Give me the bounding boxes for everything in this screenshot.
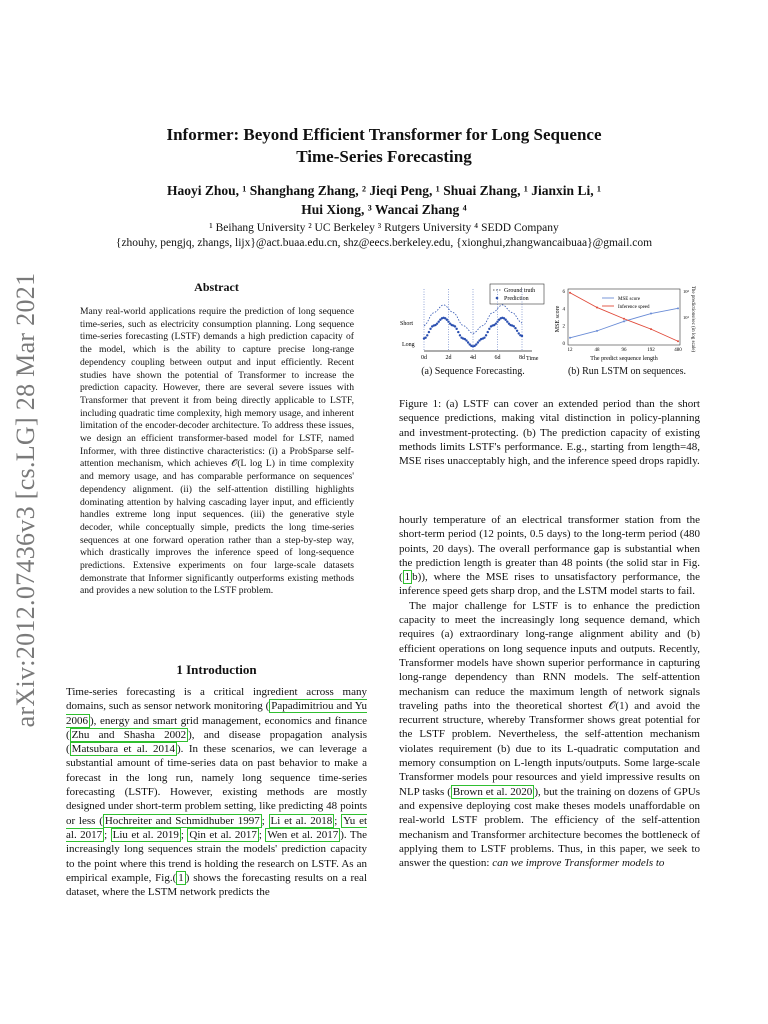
prediction-point — [447, 321, 449, 323]
x-tick-label: 0d — [421, 355, 427, 361]
y-right-tick: 10² — [683, 289, 689, 294]
prediction-point — [514, 327, 516, 329]
prediction-point — [475, 343, 477, 345]
mse-line — [570, 308, 678, 337]
abstract-text: Many real-world applications require the prediction of long sequence time-series, such as electricity consumption planning. Long sequence time-series forecasting (LSTF) demands a high prediction capacity of the model, which is the ability to capture precise long-range dependency coupling between output and input efficiently. Recent studies have shown the potential of Transformer to increase the prediction capacity. However, there are several severe issues with Transformer that prevent it from being directly applicable to LSTF, including quadratic time complexity, high memory usage, and inherent limitation of the encoder-decoder architecture. To address these issues, we design an efficient transformer-based model for LSTF, named Informer, with three distinctive characteristics: (i) a ProbSparse self-attention mechanism, which achieves 𝒪(L log L) in time complexity and memory usage, and has comparable performance on sequences' dependency alignment. (ii) the self-attention distilling highlights dominating attention by halving cascading layer input, and efficiently handles extreme long input sequences. (iii) the generative style decoder, while conceptually simple, predicts the long time-series sequences at one forward operation rather than a step-by-step way, which drastically improves the inference speed of long-sequence predictions. Extensive experiments on four large-scale datasets demonstrate that Informer significantly outperforms existing methods and provides a new solution to the LSTF problem. — [80, 306, 354, 597]
speed-point — [677, 340, 679, 342]
y-tick-label: 4 — [562, 307, 565, 313]
y-axis-label: MSE score — [555, 305, 561, 333]
legend-mse: MSE score — [618, 297, 641, 302]
prediction-point — [518, 332, 520, 334]
legend-speed: Inference speed — [618, 305, 650, 310]
prediction-point — [438, 321, 440, 323]
introduction-heading: 1 Introduction — [176, 662, 257, 677]
citation-link[interactable]: Hochreiter and Schmidhuber 1997 — [104, 814, 260, 827]
figure-1b-lstm-chart — [552, 283, 702, 365]
mse-point — [677, 307, 679, 309]
x-tick-label: 2d — [445, 355, 452, 361]
y-label-short: Short — [400, 321, 414, 327]
citation-link[interactable]: Matsubara et al. 2014 — [71, 743, 175, 756]
prediction-point — [436, 322, 438, 324]
mse-point — [569, 337, 571, 339]
prediction-point — [488, 328, 490, 330]
prediction-point — [487, 331, 489, 333]
x-tick-label: 192 — [647, 348, 655, 353]
legend-prediction-swatch — [496, 297, 499, 300]
citation-link[interactable]: Brown et al. 2020 — [452, 785, 533, 798]
prediction-point — [516, 330, 518, 332]
affiliations: ¹ Beihang University ² UC Berkeley ³ Rutgers University ⁴ SEDD Company {zhouhy, pengjq, zhangs, lijx}@act.buaa.edu.cn, shz@eecs.berkeley.edu, {xionghui,zhangwancaibuaa}@gmail.com — [115, 222, 653, 249]
prediction-point — [504, 319, 506, 321]
y-tick-label: 6 — [562, 290, 565, 295]
right-column-text: hourly temperature of an electrical transformer station from the short-term period (12 points, 0.5 days) to the long-term period (480 points, 20 days). The overall performance gap is substantial when the prediction length is greater than 48 points (the solid star in Fig.( 1 b)), where the MSE rises to unsatisfactory performance, the inference speed gets sharp drop, and the LSTM model starts to fail. The major challenge for LSTF is to enhance the prediction capacity to meet the increasingly long sequence demand, which requires (a) extraordinary long-range alignment ability and (b) efficient operations on long sequence inputs and outputs. Recently, Transformer models have shown superior performance in capturing long-range dependency than RNN models. The self-attention mechanism can reduce the maximum length of network signals traveling paths into the theoretical shortest 𝒪(1) and avoid the recurrent structure, whereby Transformer shows great potential for the LSTF problem. Nevertheless, the self-attention mechanism violates requirement (b) due to its L-quadratic computation and memory consumption on L-length inputs/outputs. Some large-scale Transformer models pour resources and yield impressive results on NLP tasks ( Brown et al. 2020 ), but the training on dozens of GPUs and expensive deploying cost make theses models unaffordable on real-world LSTF problem. The efficiency of the self-attention mechanism and Transformer architecture becomes the bottleneck of applying them to LSTF problems. Thus, in this paper, we seek to answer the question: can we improve Transformer models to — [399, 514, 700, 870]
mse-point — [650, 313, 652, 315]
x-tick-label: 6d — [494, 355, 501, 361]
citation-link[interactable]: Papadimitriou and Yu 2006 — [66, 700, 367, 727]
author-list: Haoyi Zhou, ¹ Shanghang Zhang, ² Jieqi Peng, ¹ Shuai Zhang, ¹ Jianxin Li, ¹ Hui Xiong, ³ Wancai Zhang ⁴ — [166, 183, 601, 217]
y-right-tick: 10¹ — [683, 315, 689, 320]
speed-point — [596, 306, 598, 308]
speed-point — [569, 292, 571, 294]
figure-link[interactable]: 1 — [178, 871, 184, 884]
x-tick-label: 48 — [594, 348, 600, 353]
y-label-long: Long — [402, 342, 415, 348]
prediction-point — [454, 325, 456, 327]
x-tick-label: 96 — [621, 348, 627, 353]
subfigure-a-caption: (a) Sequence Forecasting. — [421, 366, 525, 377]
x-axis-label: The predict sequence length — [590, 356, 658, 362]
prediction-point — [459, 334, 461, 336]
abstract-heading: Abstract — [194, 280, 239, 294]
prediction-point — [426, 334, 428, 336]
citation-link[interactable]: Li et al. 2018 — [270, 814, 333, 827]
prediction-point — [428, 331, 430, 333]
prediction-point — [513, 325, 515, 327]
legend-prediction: Prediction — [504, 296, 529, 302]
citation-link[interactable]: Zhu and Shasha 2002 — [71, 728, 187, 741]
series-group — [423, 305, 523, 348]
x-tick-label: 480 — [674, 348, 682, 353]
figure-1a-sequence-chart — [400, 283, 546, 365]
figure-1-caption: Figure 1: (a) LSTF can cover an extended period than the short sequence predictions, making vital distinction in policy-planning and investment-protecting. (b) The prediction capacity of existing methods limits LSTF's performance. E.g., starting from length=48, MSE rises unacceptably high, and the inference speed drops rapidly. — [399, 398, 700, 468]
legend-ground-truth: Ground truth — [504, 288, 536, 294]
citation-link[interactable]: Qin et al. 2017 — [189, 828, 257, 841]
y-tick-label: 0 — [562, 342, 565, 347]
x-tick-label: 8d — [519, 355, 525, 361]
y-tick-labels — [563, 290, 566, 347]
figure-link[interactable]: 1 — [404, 571, 411, 584]
mse-point — [596, 330, 598, 332]
prediction-point — [465, 339, 467, 341]
arxiv-stamp: arXiv:2012.07436v3 [cs.LG] 28 Mar 2021 — [11, 272, 40, 728]
prediction-point — [521, 335, 523, 337]
citation-link[interactable]: Yu et al. 2017 — [66, 814, 368, 841]
prediction-point — [485, 334, 487, 336]
x-tick-labels — [568, 348, 683, 353]
prediction-point — [424, 337, 426, 339]
prediction-point — [457, 331, 459, 333]
speed-point — [623, 318, 625, 320]
x-tick-labels — [421, 355, 525, 361]
subfigure-b-caption: (b) Run LSTM on sequences. — [567, 366, 687, 377]
citation-link[interactable]: Liu et al. 2019 — [112, 828, 179, 841]
y-right-axis-label: The predictions/sec (in log scale) — [690, 285, 695, 353]
prediction-point — [495, 322, 497, 324]
x-label-time: Time — [526, 356, 539, 362]
paper-title: Informer: Beyond Efficient Transformer for Long Sequence Time-Series Forecasting — [166, 125, 602, 166]
prediction-point — [477, 341, 479, 343]
prediction-point — [483, 337, 485, 339]
x-tick-label: 4d — [470, 355, 476, 361]
citation-link[interactable]: Wen et al. 2017 — [267, 828, 339, 841]
prediction-point — [496, 321, 498, 323]
prediction-point — [506, 321, 508, 323]
introduction-paragraph: Time-series forecasting is a critical ingredient across many domains, such as sensor network monitoring ( Papadimitriou and Yu 2006 ), energy and smart grid management, economics and finance ( Zhu and Shasha 2002 ), and disease propagation analysis ( Matsubara et al. 2014 ). In these scenarios, we can leverage a substantial amount of time-series data on past behavior to make a forecast in the long run, namely long sequence time-series forecasting (LSTF). However, existing methods are mostly designed under short-term problem setting, like predicting 48 points or less ( Hochreiter and Schmidhuber 1997 ; Li et al. 2018 ; Yu et al. 2017 ; Liu et al. 2019 ; Qin et al. 2017 ; Wen et al. 2017 ). The increasingly long sequences strain the models' prediction capacity to the point where this trend is holding the research on LSTF. As an empirical example, Fig.( 1 ) shows the forecasting results on a real dataset, where the LSTM network predicts the — [66, 686, 368, 899]
x-tick-label: 12 — [567, 348, 573, 353]
speed-point — [650, 328, 652, 330]
prediction-point — [446, 319, 448, 321]
prediction-point — [455, 328, 457, 330]
prediction-point — [429, 328, 431, 330]
y-tick-label: 2 — [562, 324, 565, 330]
prediction-point — [467, 341, 469, 343]
mse-point — [623, 320, 625, 322]
